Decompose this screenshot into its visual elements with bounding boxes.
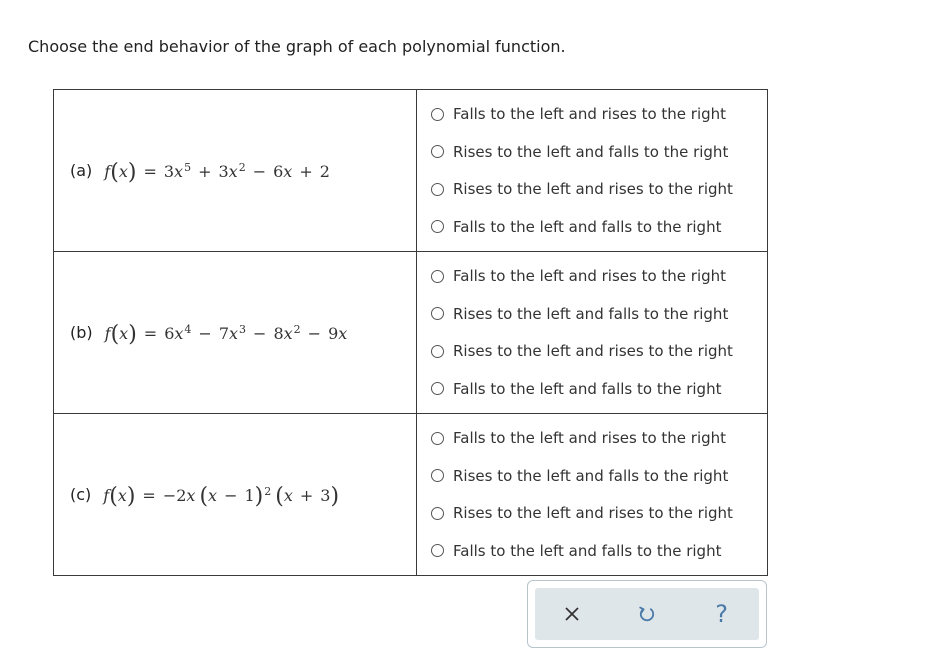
radio-button[interactable] — [431, 270, 444, 283]
term-var: x — [174, 161, 184, 181]
expression-a — [54, 159, 416, 185]
function-name: f — [104, 323, 111, 343]
factor-var: x — [208, 485, 218, 505]
option-label: Falls to the left and rises to the right — [453, 105, 727, 124]
option-label: Falls to the left and falls to the right — [453, 217, 722, 236]
option-label: Falls to the left and rises to the right — [453, 429, 727, 448]
term-exponent: 3 — [239, 322, 247, 336]
math-expression-b — [104, 321, 348, 347]
lead-coef: −2 — [162, 485, 187, 505]
paren-open: ( — [110, 159, 119, 185]
help-icon: ? — [715, 600, 729, 628]
term-exponent: 5 — [184, 160, 192, 174]
radio-button[interactable] — [431, 544, 444, 557]
option-a-4[interactable] — [431, 208, 767, 246]
answer-toolbar — [527, 580, 767, 648]
term-var: x — [338, 323, 348, 343]
equals-sign: = — [142, 485, 156, 505]
close-icon — [564, 606, 580, 622]
paren-open: ( — [110, 321, 120, 347]
math-expression-a — [104, 159, 330, 185]
expression-b — [54, 321, 416, 347]
radio-button[interactable] — [431, 469, 444, 482]
term-exponent: 4 — [184, 322, 192, 336]
term-coef: 8 — [273, 323, 284, 343]
radio-button[interactable] — [431, 382, 444, 395]
help-button[interactable] — [697, 594, 747, 634]
function-name: f — [103, 485, 110, 505]
lead-var: x — [186, 485, 196, 505]
expression-cell-a — [54, 90, 417, 252]
option-a-3[interactable] — [431, 171, 767, 209]
term-coef: 7 — [218, 323, 229, 343]
clear-button[interactable] — [547, 594, 597, 634]
function-name: f — [104, 161, 111, 181]
option-label: Rises to the left and rises to the right — [453, 504, 733, 523]
math-expression-c — [103, 483, 340, 509]
options-cell-a — [417, 90, 768, 252]
radio-button[interactable] — [431, 183, 444, 196]
factor-var: x — [283, 485, 293, 505]
equals-sign: = — [143, 161, 157, 181]
option-c-4[interactable] — [431, 532, 767, 570]
equals-sign: = — [143, 323, 158, 343]
option-a-2[interactable] — [431, 133, 767, 171]
option-b-1[interactable] — [431, 258, 767, 296]
option-b-4[interactable] — [431, 370, 767, 408]
term-coef: 3 — [218, 161, 229, 181]
option-label: Rises to the left and falls to the right — [453, 466, 729, 485]
toolbar-inner — [535, 588, 759, 640]
radio-button[interactable] — [431, 307, 444, 320]
radio-button[interactable] — [431, 432, 444, 445]
function-variable: x — [119, 323, 129, 343]
paren-open: ( — [199, 483, 209, 509]
undo-icon — [637, 604, 657, 624]
problem-row-c — [54, 414, 768, 576]
paren-close: ) — [128, 321, 137, 347]
option-a-1[interactable] — [431, 96, 767, 134]
part-label-b: (b) — [70, 323, 93, 342]
operator: − — [307, 323, 322, 343]
paren-close: ) — [330, 483, 340, 509]
problems-table — [53, 89, 768, 576]
problem-row-b — [54, 252, 768, 414]
term-coef: 3 — [163, 161, 175, 181]
option-label: Rises to the left and falls to the right — [453, 142, 729, 161]
expression-cell-b — [54, 252, 417, 414]
option-label: Rises to the left and rises to the right — [453, 342, 733, 361]
paren-close: ) — [127, 159, 137, 185]
term-var: x — [174, 323, 184, 343]
option-label: Falls to the left and falls to the right — [453, 379, 722, 398]
expression-c — [54, 483, 416, 509]
paren-open: ( — [109, 483, 118, 509]
instruction-text: Choose the end behavior of the graph of each polynomial function. — [28, 37, 566, 56]
part-label-c: (c) — [70, 485, 92, 504]
term-var: x — [229, 323, 239, 343]
term-exponent: 2 — [238, 160, 246, 174]
option-c-2[interactable] — [431, 457, 767, 495]
function-variable: x — [118, 161, 128, 181]
options-cell-b — [417, 252, 768, 414]
option-label: Falls to the left and rises to the right — [453, 267, 727, 286]
term-var: x — [283, 323, 293, 343]
options-cell-c — [417, 414, 768, 576]
operator: + — [299, 485, 314, 505]
option-c-3[interactable] — [431, 495, 767, 533]
term-coef: 9 — [328, 323, 339, 343]
option-label: Falls to the left and falls to the right — [453, 541, 722, 560]
function-variable: x — [117, 485, 127, 505]
operator: + — [198, 161, 212, 181]
operator: − — [224, 485, 238, 505]
term-var: x — [228, 161, 238, 181]
radio-button[interactable] — [431, 220, 444, 233]
factor-constant: 1 — [244, 485, 255, 505]
term-var: x — [283, 161, 293, 181]
term-coef: 6 — [273, 161, 284, 181]
radio-button[interactable] — [431, 345, 444, 358]
option-b-2[interactable] — [431, 295, 767, 333]
operator: + — [299, 161, 313, 181]
operator: − — [253, 323, 267, 343]
term-coef: 6 — [164, 323, 175, 343]
term-exponent: 2 — [293, 322, 301, 336]
factor-exponent: 2 — [264, 484, 272, 498]
paren-close: ) — [254, 483, 264, 509]
option-label: Rises to the left and falls to the right — [453, 304, 729, 323]
factor-constant: 3 — [320, 485, 331, 505]
radio-button[interactable] — [431, 507, 444, 520]
problem-row-a — [54, 90, 768, 252]
paren-open: ( — [275, 483, 284, 509]
option-b-3[interactable] — [431, 333, 767, 371]
paren-close: ) — [126, 483, 136, 509]
operator: − — [252, 161, 267, 181]
options-group-b — [417, 258, 767, 408]
options-group-a — [417, 96, 767, 246]
options-group-c — [417, 420, 767, 570]
option-c-1[interactable] — [431, 420, 767, 458]
part-label-a: (a) — [70, 161, 93, 180]
operator: − — [198, 323, 212, 343]
radio-button[interactable] — [431, 145, 444, 158]
option-label: Rises to the left and rises to the right — [453, 180, 733, 199]
expression-cell-c — [54, 414, 417, 576]
radio-button[interactable] — [431, 108, 444, 121]
undo-button[interactable] — [622, 594, 672, 634]
term-constant: 2 — [319, 161, 330, 181]
